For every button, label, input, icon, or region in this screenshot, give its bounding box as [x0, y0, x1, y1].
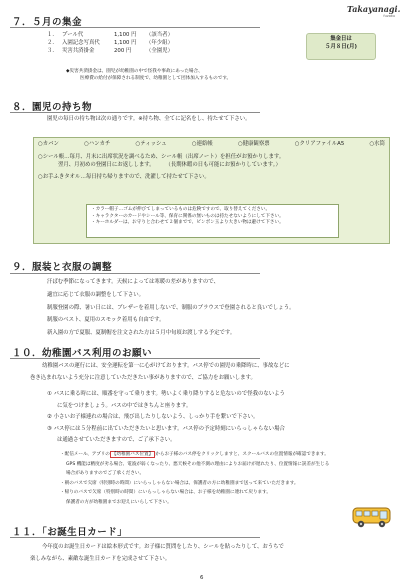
collection-date: ５月８日(月)	[325, 43, 357, 50]
section-7-rule	[10, 27, 260, 28]
section-7-heading: ７．５月の集金	[12, 17, 83, 28]
bus-note: ・配信メール、アプリの 【幼稚園バス位置】 からお子様のバス停をクリックしますと、スクールバスの位置情報が確認できます。	[60, 452, 329, 457]
towel-note: ○お手ふきタオル…毎日持ち帰りますので、洗濯して持たせて下さい。	[38, 174, 210, 181]
collection-item: ２． 入園記念写真代 1,100 円 （年少組）	[47, 39, 173, 46]
section-9-heading: ９．服装と衣服の調整	[12, 262, 113, 273]
bus-note: GPS 機能は精度が劣る場合、電波が弱くなったり、悪天候その他不測の理由によりお届けが遅れたり、位置情報に誤差が生じる	[66, 461, 330, 467]
bus-intro: 幼稚園バスの運行には、安全運転を第一に心がけております。バス停での園児の乗降時に、事故などに 巻き込まれないよう充分に注意していただきたい事がありますので、ご協力をお願いします。	[30, 363, 290, 381]
belongings-intro: 園児の毎日の持ち物は次の通りです。※持ち物、全てに記名をし、持たせて下さい。	[47, 116, 251, 122]
section-8-rule	[10, 112, 260, 113]
section-11-heading: １１．「お誕生日カード」	[12, 527, 128, 538]
belongings-box	[33, 137, 390, 244]
bus-note: 保護者の方が幼稚園までお迎えにいらして下さい。	[66, 499, 172, 505]
section-10-rule	[10, 358, 260, 359]
bus-rule-item: ② 小さいお子様連れの場合は、飛び出したりしないよう、しっかり手を繋いで下さい。	[47, 414, 259, 420]
bus-notes	[60, 450, 329, 508]
bus-note: ・朝のバスで欠席（特別時の時間）にいらっしゃらない場合は、保護者の方に幼稚園まで送って来ていただきます。	[60, 480, 299, 486]
belongings-items	[34, 138, 389, 149]
section-11-rule	[10, 537, 260, 538]
collection-date-label: 集金日は	[330, 36, 352, 42]
logo	[347, 4, 399, 26]
section-9-rule	[10, 273, 260, 274]
section-10-heading: １０．幼稚園バス利用のお願い	[12, 348, 153, 359]
section-8-heading: ８．園児の持ち物	[12, 102, 93, 113]
birthday-card-text: 今年度のお誕生日カードは絵本形式です。お子様に質問をしたり、シールを貼ったりして、おうちで 楽しみながら、素敵な誕生日カードを完成させて下さい。	[30, 544, 284, 562]
bus-rules	[47, 389, 285, 447]
logo-sub: fuzoku	[383, 14, 395, 18]
belongings-note: ・カラー帽子…ゴムが伸びてしまっているものは危険ですので、取り替えてください。	[91, 207, 271, 212]
school-bus-illustration	[352, 505, 392, 529]
insurance-note: ◆災害共済掛金は、園児が幼稚園の中で怪我や事故にあった場合、 医療費の給付が保障される制度で、幼稚園として団体加入するものです。	[66, 69, 232, 81]
bus-rule-item: ① バスに乗る時には、順番を守って乗ります。勢いよく乗り降りすると危ないので怪我のないよう に気をつけましょう。バスの中ではきちんと座ります。	[47, 391, 285, 409]
bus-note: 場合がありますのでご了承ください。	[66, 471, 145, 477]
bus-location-highlight: 【幼稚園バス位置】	[111, 452, 154, 457]
belongings-note: ・キャラクターのカードやシール等、保育に関係の無いものは持たせないようにして下さい。	[91, 213, 284, 219]
belonging-item: ○クリアファイルA5	[294, 141, 345, 147]
belonging-item: ○ハンカチ	[84, 141, 111, 147]
collection-item: ３． 災害共済掛金 200 円 （全園児）	[47, 47, 173, 54]
belonging-item: ○ティッシュ	[135, 141, 167, 147]
logo-text: Takayanagi.	[347, 4, 401, 14]
belongings-note: ・キーホルダーは、お守りと合わせて２個までで、ビンボン玉より大きい物は避けて下さい。	[91, 220, 284, 226]
bus-note: ・帰りのバスで欠席（特別時の時間）にいらっしゃらない場合は、お子様を幼稚園に連れて戻ります。	[60, 490, 271, 496]
collection-list	[47, 32, 173, 55]
collection-item: １． プール代 1,100 円 （該当者）	[47, 32, 173, 38]
belonging-item: ○水筒	[369, 141, 385, 147]
belongings-notes-box	[86, 204, 339, 238]
bus-rule-item: ③ バス停には５分程前に出ていただきたいと思います。バス停の予定時刻にいらっしゃらない場合 は通過させていただきますので、ご了承下さい。	[47, 425, 285, 443]
belonging-item: ○連絡帳	[191, 141, 213, 147]
belonging-item: ○健康観察票	[237, 141, 270, 147]
collection-date-box	[306, 33, 376, 60]
clothing-text: 汗ばむ季節になってきます。天候によっては寒暖の差がありますので、 適宜に応じて衣服の調整をして下さい。 制服登園の際、暑い日には、ブレザーを着用しないで、制服のブラウスで登園されると良いでしょう。 制服のベスト、夏用のスモック着用も自由です。 新入園の方で夏服、夏制帽を注文された方は５月中旬頃お渡しする予定です。	[47, 279, 295, 337]
seal-book-note: ○シール帳…毎月、月末に出席状況を調べるため、シール帳（出席ノート）を担任がお預かりします。 翌月、月初めの登園日にお返しします。 （長期休暇の日も可能にお預かりしています。）	[38, 153, 285, 168]
belonging-item: ○カバン	[38, 141, 59, 147]
page-number: 6	[200, 575, 204, 581]
